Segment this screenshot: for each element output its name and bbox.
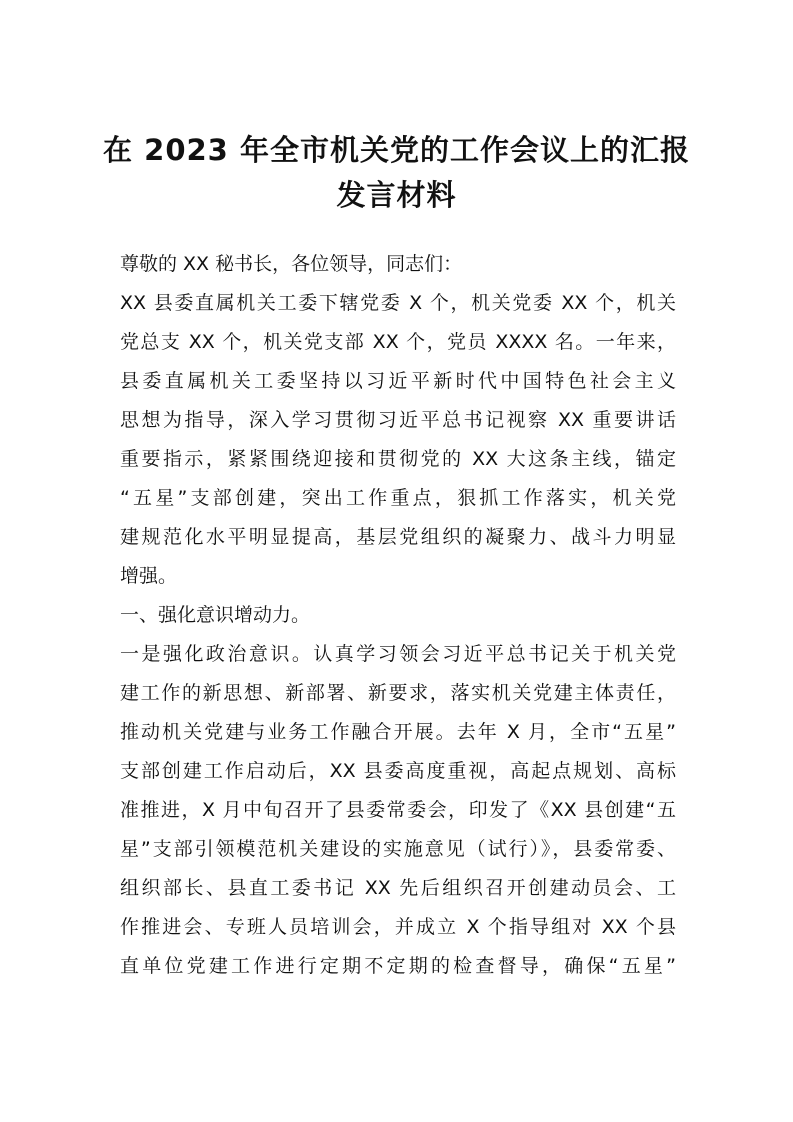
text-line: 星”支部引领模范机关建设的实施意见（试行）》，县委常委、 (120, 838, 676, 860)
text-line: 组织部长、县直工委书记 XX 先后组织召开创建动员会、工 (120, 877, 676, 899)
text-line: 直单位党建工作进行定期不定期的检查督导，确保“五星” (120, 955, 676, 977)
document-body (120, 250, 676, 991)
text-line: 县委直属机关工委坚持以习近平新时代中国特色社会主义 (120, 370, 676, 392)
text-line: XX 县委直属机关工委下辖党委 X 个，机关党委 XX 个，机关 (120, 292, 676, 314)
document-title-line-1: 在 2023 年全市机关党的工作会议上的汇报 (103, 133, 690, 167)
text-line: 一是强化政治意识。认真学习领会习近平总书记关于机关党 (120, 643, 676, 665)
text-line: 作推进会、专班人员培训会，并成立 X 个指导组对 XX 个县 (120, 916, 676, 938)
text-line: 党总支 XX 个，机关党支部 XX 个，党员 XXXX 名。一年来， (120, 331, 676, 353)
text-line: 建工作的新思想、新部署、新要求，落实机关党建主体责任， (120, 682, 676, 704)
text-line: 增强。 (120, 565, 178, 587)
text-line: 推动机关党建与业务工作融合开展。去年 X 月，全市“五星” (120, 721, 676, 743)
text-line: 建规范化水平明显提高，基层党组织的凝聚力、战斗力明显 (120, 526, 676, 548)
text-line: 尊敬的 XX 秘书长，各位领导，同志们： (120, 253, 463, 275)
document-title-line-2: 发言材料 (336, 178, 457, 212)
text-line: “五星”支部创建，突出工作重点，狠抓工作落实，机关党 (120, 487, 676, 509)
text-line: 重要指示，紧紧围绕迎接和贯彻党的 XX 大这条主线，锚定 (120, 448, 676, 470)
text-line: 一、强化意识增动力。 (120, 604, 311, 626)
text-line: 思想为指导，深入学习贯彻习近平总书记视察 XX 重要讲话 (120, 409, 676, 431)
text-line: 支部创建工作启动后，XX 县委高度重视，高起点规划、高标 (120, 760, 676, 782)
text-line: 准推进，X 月中旬召开了县委常委会，印发了《XX 县创建“五 (120, 799, 676, 821)
